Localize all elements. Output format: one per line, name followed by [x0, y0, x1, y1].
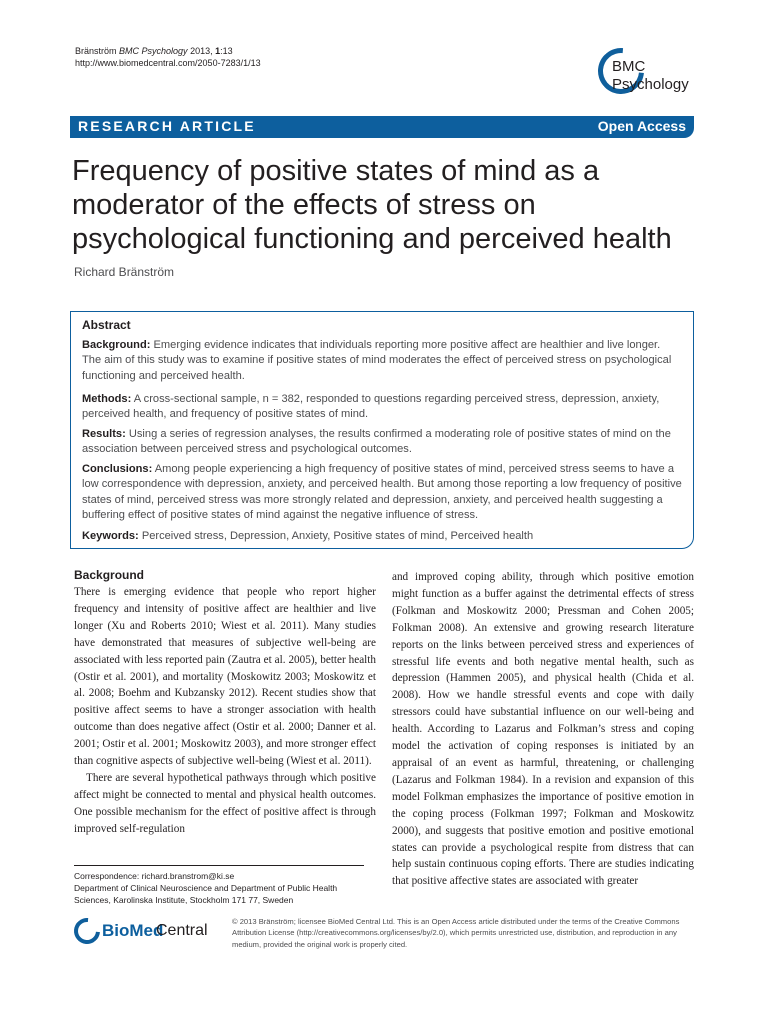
conclusions-text: Among people experiencing a high frequency of positive states of mind, perceived stress seems to have a low correspondence with depression, anxiety, and perceived health. But among those reporting a low frequency of positive states of mind, perceived stress was more strongly related and depression, anxiety, and perceived health suggesting a buffering effect of positive states of mind against the negative influence of stress.	[82, 463, 682, 521]
paragraph: and improved coping ability, through which positive emotion might function as a buffer against the detrimental effects of stress (Folkman and Moskowitz 2000; Pressman and Cohen 2005; Folkman 2008). An extensive and growing research literature reports on the links between perceived stress and experiences of stressful life events and both negative mental health, such as depression (Hammen 2005), and physical health (Chida et al. 2008). How we handle stressful events and cope with daily stressors could have substantial influence on our well-being and health. According to Lazarus and Folkman’s stress and coping model the activation of coping responses is initiated by an appraisal of an event as harmful, threatening, or challenging (Lazarus and Folkman 1984). In a revision and expansion of this model Folkman emphasizes the importance of positive emotion in the coping process (Folkman 1997; Folkman and Moskowitz 2000), and suggests that positive emotion and positive emotional states can provide a psychological respite from distress that can help sustain continuous coping efforts. There are studies indicating that positive affective states are associated with greater	[392, 571, 694, 888]
citation-pages: :13	[220, 46, 233, 56]
biomed-logo-regular: Central	[156, 922, 208, 939]
abstract-keywords	[82, 529, 682, 544]
license-text: © 2013 Bränström; licensee BioMed Central Ltd. This is an Open Access article distributed under the terms of the Creative Commons Attribution License (http://creativecommons.org/licenses/by/2.0), which permits unrestricted use, distribution, and reproduction in any medium, provided the original work is properly cited.	[232, 917, 680, 949]
footnote	[74, 870, 374, 906]
logo-line-1: BMC	[612, 58, 646, 75]
article-url[interactable]: http://www.biomedcentral.com/2050-7283/1/13	[75, 58, 261, 68]
methods-text: A cross-sectional sample, n = 382, responded to questions regarding perceived stress, depression, anxiety, perceived health, and frequency of positive states of mind.	[82, 393, 660, 421]
footnote-divider	[74, 865, 364, 866]
biomed-central-logo	[74, 915, 224, 951]
article-type-label: RESEARCH ARTICLE	[78, 118, 256, 134]
citation-author: Bränström	[75, 46, 117, 56]
abstract-heading: Abstract	[82, 318, 131, 332]
conclusions-label: Conclusions:	[82, 463, 153, 475]
keywords-label: Keywords:	[82, 530, 139, 542]
paragraph: There are several hypothetical pathways through which positive affect might be connected to mental and physical health outcomes. One possible mechanism for the effect of positive affect is through improved self-regulation	[74, 771, 376, 835]
keywords-text: Perceived stress, Depression, Anxiety, Positive states of mind, Perceived health	[141, 530, 534, 542]
citation-year: 2013,	[190, 46, 213, 56]
results-text: Using a series of regression analyses, the results confirmed a moderating role of positive states of mind on the association between perceived stress and psychological outcomes.	[82, 428, 671, 456]
abstract-background	[82, 338, 682, 384]
logo-line-2: Psychology	[612, 76, 689, 93]
body-column-left	[74, 567, 376, 838]
article-author: Richard Bränström	[74, 265, 175, 279]
abstract-box	[70, 311, 694, 549]
citation-volume: 1	[215, 46, 221, 56]
bmc-psychology-logo	[598, 44, 702, 100]
open-access-label: Open Access	[597, 118, 686, 134]
citation-line	[75, 45, 261, 57]
abstract-methods	[82, 392, 682, 423]
results-label: Results:	[82, 428, 126, 440]
abstract-conclusions	[82, 462, 682, 523]
abstract-results	[82, 427, 682, 458]
background-label: Background:	[82, 339, 151, 351]
section-heading: Background	[74, 568, 145, 582]
paragraph: There is emerging evidence that people who report higher frequency and intensity of positive affect are healthier and live longer (Xu and Roberts 2010; Wiest et al. 2011). Many studies have demonstrated that measures of subjective well-being are associated with less reported pain (Zautra et al. 2005), better health (Ostir et al. 2001), and mortality (Moskowitz 2003; Moskowitz et al. 2008; Boehm and Kubzansky 2012). Recent studies show that positive affect seems to have a stronger association with health outcome than does negative affect (Ostir et al. 2000; Danner et al. 2001; Ostir et al. 2001; Moskowitz 2003), and more stronger effect than cognitive aspects of subjective well-being (Wiest et al. 2011).	[74, 586, 376, 768]
body-column-right	[392, 569, 694, 890]
article-title: Frequency of positive states of mind as a moderator of the effects of stress on psychological functioning and perceived health	[72, 155, 672, 255]
citation-header	[75, 45, 261, 69]
correspondence: Correspondence: richard.branstrom@ki.se	[74, 871, 235, 881]
biomed-logo-bold: BioMed	[102, 921, 164, 940]
citation-journal: BMC Psychology	[119, 46, 188, 56]
affiliation: Department of Clinical Neuroscience and Department of Public Health Sciences, Karolinska Institute, Stockholm 171 77, Sweden	[74, 883, 338, 905]
article-type-banner	[70, 116, 694, 138]
biomed-ring-icon	[69, 913, 106, 950]
methods-label: Methods:	[82, 393, 132, 405]
background-text: Emerging evidence indicates that individuals reporting more positive affect are healthier and live longer. The aim of this study was to examine if positive states of mind moderates the effect of perceived stress on psychological functioning and perceived health.	[82, 339, 672, 382]
